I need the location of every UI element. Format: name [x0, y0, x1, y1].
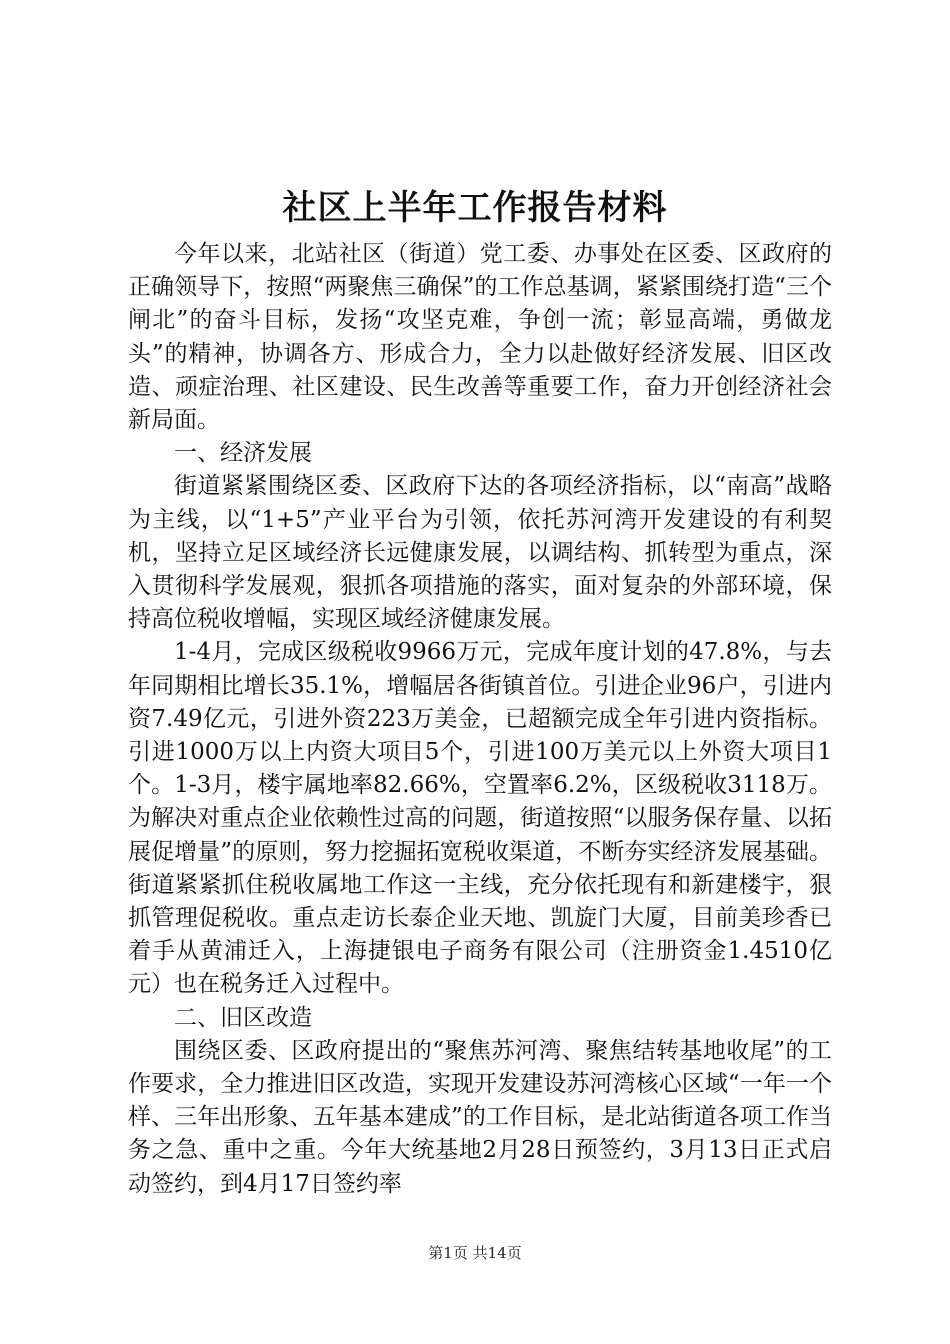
tax-results-paragraph: 1-4月，完成区级税收9966万元，完成年度计划的47.8%，与去年同期相比增长35.1%，增幅居各街镇首位。引进企业96户，引进内资7.49亿元，引进外资223万美金，已超额完成全年引进内资指标。引进1000万以上内资大项目5个，引进100万美元以上外资大项目1个。1-3月，楼宇属地率82.66%，空置率6.2%，区级税收3118万。为解决对重点企业依赖性过高的问题，街道按照“以服务保存量、以拓展促增量”的原则，努力挖掘拓宽税收渠道，不断夯实经济发展基础。街道紧紧抓住税收属地工作这一主线，充分依托现有和新建楼宇，狠抓管理促税收。重点走访长泰企业天地、凯旋门大厦，目前美珍香已着手从黄浦迁入，上海捷银电子商务有限公司（注册资金1.4510亿元）也在税务迁入过程中。	[128, 639, 832, 998]
page-number: 第1页 共14页	[428, 1244, 522, 1262]
intro-paragraph: 今年以来，北站社区（街道）党工委、办事处在区委、区政府的正确领导下，按照“两聚焦三确保”的工作总基调，紧紧围绕打造“三个闸北”的奋斗目标，发扬“攻坚克难，争创一流；彰显高端，勇做龙头”的精神，协调各方、形成合力，全力以赴做好经济发展、旧区改造、顽症治理、社区建设、民生改善等重要工作，奋力开创经济社会新局面。	[128, 241, 832, 434]
section-heading-economy: 一、经济发展	[174, 440, 312, 467]
document-title: 社区上半年工作报告材料	[282, 188, 668, 228]
document-body	[128, 238, 832, 1201]
renewal-paragraph: 围绕区委、区政府提出的“聚焦苏河湾、聚焦结转基地收尾”的工作要求，全力推进旧区改造，实现开发建设苏河湾核心区域“一年一个样、三年出形象、五年基本建成”的工作目标，是北站街道各项工作当务之急、重中之重。今年大统基地2月28日预签约，3月13日正式启动签约，到4月17日签约率	[128, 1037, 832, 1197]
section-heading-renewal: 二、旧区改造	[174, 1004, 312, 1031]
economy-paragraph: 街道紧紧围绕区委、区政府下达的各项经济指标，以“南高”战略为主线，以“1+5”产业平台为引领，依托苏河湾开发建设的有利契机，坚持立足区域经济长远健康发展，以调结构、抓转型为重点，深入贯彻科学发展观，狠抓各项措施的落实，面对复杂的外部环境，保持高位税收增幅，实现区域经济健康发展。	[128, 473, 832, 633]
